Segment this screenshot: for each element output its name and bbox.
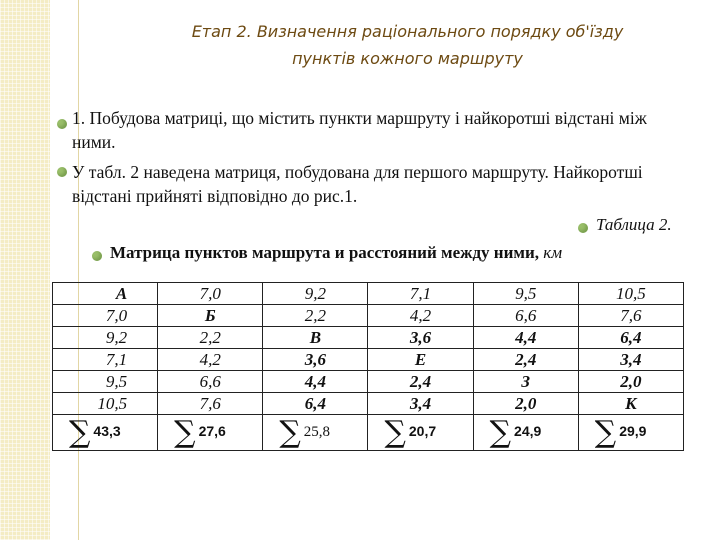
matrix-distance-cell: 3,4 — [578, 349, 683, 371]
sigma-icon: ∑ — [174, 415, 196, 450]
sigma-icon: ∑ — [384, 415, 406, 450]
matrix-point-label: Е — [368, 349, 473, 371]
sigma-icon: ∑ — [489, 415, 512, 450]
matrix-distance-cell: 2,4 — [368, 371, 473, 393]
matrix-distance-cell: 4,4 — [473, 327, 578, 349]
sigma-icon: ∑ — [279, 415, 301, 450]
table-row — [53, 305, 684, 327]
matrix-point-label: К — [578, 393, 683, 415]
matrix-distance-cell: 9,2 — [263, 283, 368, 305]
sum-value: 24,9 — [514, 423, 542, 439]
bullet-text-2: У табл. 2 наведена матриця, побудована для першого маршруту. Найкоротші відстані прийняті відповідно до рис.1. — [72, 162, 643, 206]
matrix-distance-cell: 2,0 — [578, 371, 683, 393]
matrix-point-label: В — [263, 327, 368, 349]
matrix-distance-cell: 9,5 — [473, 283, 578, 305]
table-row — [53, 349, 684, 371]
sum-value: 25,8 — [303, 424, 330, 440]
bullet-text-1: 1. Побудова матриці, що містить пункти маршруту і найкоротші відстані між ними. — [72, 108, 647, 152]
table-label: Таблица 2. — [596, 215, 672, 234]
title-line-2: пунктів кожного маршруту — [292, 49, 523, 68]
matrix-distance-cell: 7,0 — [53, 305, 158, 327]
sum-value: 27,6 — [198, 423, 226, 439]
table-row — [53, 371, 684, 393]
matrix-distance-cell: 2,2 — [158, 327, 263, 349]
sigma-icon: ∑ — [69, 415, 91, 450]
matrix-distance-cell: 6,6 — [473, 305, 578, 327]
matrix-distance-cell: 4,4 — [263, 371, 368, 393]
matrix-sum-cell — [53, 415, 158, 451]
table-row — [53, 327, 684, 349]
matrix-point-label: А — [53, 283, 158, 305]
sums-row — [53, 415, 684, 451]
matrix-distance-cell: 2,4 — [473, 349, 578, 371]
matrix-sum-cell — [263, 415, 368, 451]
matrix-sum-cell — [473, 415, 578, 451]
matrix-distance-cell: 3,6 — [263, 349, 368, 371]
title-line-1: Етап 2. Визначення раціонального порядку об'їзду — [191, 22, 624, 41]
table-caption-unit: км — [543, 243, 563, 262]
decorative-vertical-line — [78, 0, 79, 540]
matrix-distance-cell: 10,5 — [53, 393, 158, 415]
bullet-icon — [57, 167, 67, 177]
matrix-point-label: З — [473, 371, 578, 393]
matrix-sum-cell — [368, 415, 473, 451]
matrix-distance-cell: 9,5 — [53, 371, 158, 393]
matrix-distance-cell: 6,4 — [263, 393, 368, 415]
decorative-side-band — [0, 0, 50, 540]
table-row — [53, 283, 684, 305]
matrix-distance-cell: 9,2 — [53, 327, 158, 349]
matrix-distance-cell: 7,0 — [158, 283, 263, 305]
table-caption — [110, 243, 562, 263]
matrix-distance-cell: 7,6 — [578, 305, 683, 327]
matrix-distance-cell: 4,2 — [368, 305, 473, 327]
matrix-sum-cell — [158, 415, 263, 451]
matrix-distance-cell: 7,1 — [368, 283, 473, 305]
matrix-distance-cell: 6,4 — [578, 327, 683, 349]
matrix-distance-cell: 10,5 — [578, 283, 683, 305]
slide-title — [100, 18, 715, 72]
bullet-icon — [57, 119, 67, 129]
bullet-icon — [578, 223, 588, 233]
sigma-icon: ∑ — [594, 415, 617, 450]
matrix-distance-cell: 2,2 — [263, 305, 368, 327]
matrix-sum-cell — [578, 415, 683, 451]
bullet-icon — [92, 251, 102, 261]
sum-value: 29,9 — [619, 423, 647, 439]
sum-value: 20,7 — [408, 423, 437, 439]
matrix-distance-cell: 3,6 — [368, 327, 473, 349]
matrix-point-label: Б — [158, 305, 263, 327]
table-row — [53, 393, 684, 415]
matrix-distance-cell: 4,2 — [158, 349, 263, 371]
matrix-distance-cell: 3,4 — [368, 393, 473, 415]
matrix-distance-cell: 7,1 — [53, 349, 158, 371]
matrix-distance-cell: 7,6 — [158, 393, 263, 415]
matrix-distance-cell: 2,0 — [473, 393, 578, 415]
matrix-distance-cell: 6,6 — [158, 371, 263, 393]
table-caption-title: Матрица пунктов маршрута и расстояний между ними, — [110, 243, 540, 262]
distance-matrix-table — [52, 282, 684, 451]
sum-value: 43,3 — [93, 423, 121, 439]
